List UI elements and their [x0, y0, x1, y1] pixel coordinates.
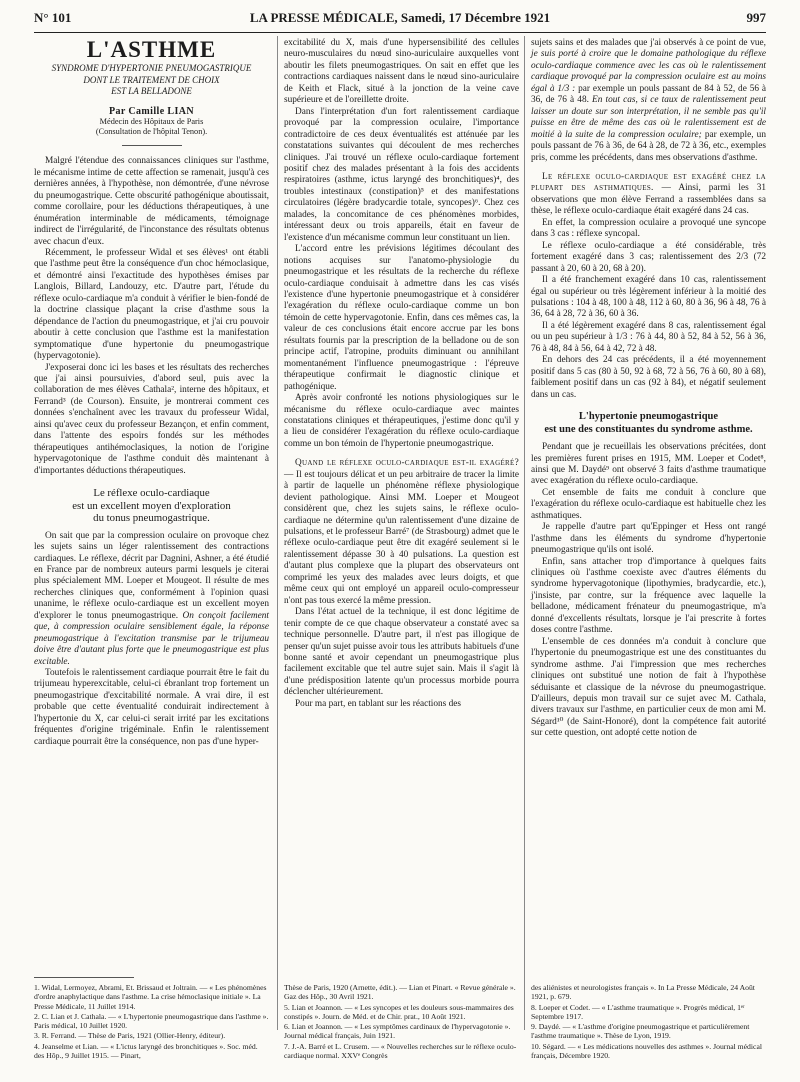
article-subtitle-line: DONT LE TRAITEMENT DE CHOIX — [83, 74, 220, 85]
footnote: 4. Jeanselme et Lian. — « L'ictus laryngé des bronchitiques ». Soc. méd. des Hôp., 9 Juillet 1915. — Pinart, — [34, 1041, 258, 1061]
paragraph: Je rappelle d'autre part qu'Eppinger et Hess ont rangé l'asthme dans les éléments du syndrome d'hypertonie pneumogastrique qu'ils ont isolé. — [531, 522, 766, 556]
paragraph — [284, 458, 519, 607]
page-number: 997 — [746, 10, 766, 25]
footnote: 8. Loeper et Codet. — « L'asthme traumatique ». Progrès médical, 1ᵉʳ Septembre 1917. — [531, 1002, 745, 1021]
column-divider — [277, 36, 278, 1030]
paragraph — [34, 531, 269, 668]
footnote: 7. J.-A. Barré et L. Crusem. — « Nouvelles recherches sur le réflexe oculo-cardiaque normal. XXVᵉ Congrès — [284, 1041, 517, 1061]
journal-title: LA PRESSE MÉDICALE, — [249, 10, 398, 25]
paragraph: Malgré l'étendue des connaissances cliniques sur l'asthme, le mécanisme intime de cette affection se ramenait, jusqu'à ces dernières années, à l'hypothèse, non démontrée, d'une névrose du pneumogastrique. Cette obscurité pathogénique aboutissait, comme corollaire, pour les déductions thérapeutiques, à une énumération interminable de médicaments, témoignage indirect de l'irrégularité, de l'inconstance des résultats obtenus avec chacun d'eux. — [34, 156, 269, 247]
footnotes-col-2 — [284, 983, 519, 1061]
paragraph-text: sujets sains et des malades que j'ai observés à ce point de vue, — [531, 38, 766, 48]
issue-number: N° 101 — [34, 10, 72, 25]
paragraph: Le réflexe oculo-cardiaque a été considérable, très fortement exagéré dans 3 cas; ralentissement des 2/3 (72 passant à 20, 60 à 20, 68 à 20). — [531, 240, 766, 274]
page-header — [34, 10, 766, 30]
footnote: 10. Ségard. — « Les médications nouvelles des asthmes ». Journal médical français, Décembre 1920. — [531, 1041, 763, 1061]
article-author: Par Camille LIAN — [108, 105, 195, 117]
affiliation-rule — [122, 145, 182, 146]
paragraph-text: par exemple, un pouls passant de 76 à 36, de 64 à 28, de 72 à 36, etc., exemples pris, comme les précédents, dans mes observations d'asthme. — [531, 129, 766, 163]
journal-masthead — [34, 10, 766, 26]
article-title: L'ASTHME — [86, 37, 217, 62]
author-affiliation: (Consultation de l'hôpital Tenon). — [95, 127, 208, 137]
paragraph — [531, 38, 766, 164]
paragraph: Il a été franchement exagéré dans 10 cas, ralentissement égal ou supérieur ou très légèrement inférieur à la moitié des pulsations : 104 à 48, 100 à 48, 112 à 60, 80 à 36, 96 à 48, 76 à 36, 64 à 28, 72 à 36, 60 à 36. — [531, 275, 766, 320]
paragraph: En effet, la compression oculaire a provoqué une syncope dans 3 cas : réflexe syncopal. — [531, 217, 766, 240]
section-heading-line: est une des constituantes du syndrome asthme. — [544, 423, 753, 435]
paragraph: Récemment, le professeur Widal et ses élèves¹ ont établi que l'asthme peut être la conséquence d'un choc hémoclasique, et démontré ainsi l'exactitude des hypothèses émises par Langlois, Billard, Landouzy, etc. D'autre part, l'étude du réflexe oculo-cardiaque m'a conduit à vérifier le bien-fondé de la doctrine classique plaçant la crise d'asthme sous la dépendance de l'action du pneumogastrique, et j'ai cru pouvoir aboutir à cette conclusion que l'asthme est la manifestation symptomatique d'une hypertonie du pneumogastrique (hypervagotonie). — [34, 248, 269, 362]
column-1 — [34, 38, 269, 748]
footnote: Thèse de Paris, 1920 (Arnette, édit.). — Lian et Pinart. « Revue générale ». Gaz des Hôp., 30 Avril 1921. — [284, 983, 516, 1002]
paragraph: Pendant que je recueillais les observations précitées, dont les premières furent prises en 1915, MM. Loeper et Codet⁸, ainsi que M. Daydé⁹ ont observé 3 faits d'asthme traumatique avec exagération du réflexe oculo-cardiaque. — [531, 442, 766, 487]
section-heading-line: L'hypertonie pneumogastrique — [578, 411, 719, 423]
footnotes-col-1 — [34, 983, 269, 1061]
run-in-heading: Le réflexe oculo-cardiaque est exagéré chez la plupart des asthmatiques. — [531, 171, 766, 194]
paragraph — [531, 172, 766, 218]
paragraph-italic: En tout cas, si ce taux de ralentissement peut laisser un doute sur son interprétation, il ne semble pas qu'il puisse en être de même des cas où le ralentissement est de moitié à la suite de la compression oculaire; — [531, 95, 766, 140]
footnotes-col-3 — [531, 983, 766, 1061]
paragraph: Toutefois le ralentissement cardiaque pourrait être le fait du trijumeau hyperexcitable, celui-ci ébranlant trop fortement un pneumogastrique d'excitabilité normale. A vrai dire, il est probable que cette éventualité conduirait indirectement à l'hypertonie du X, car celui-ci serait irrité par les excitations fréquentes d'origine trigéminale. Enfin le ralentissement cardiaque pourrait être la conséquence, non pas d'une hyper- — [34, 668, 269, 747]
paragraph: Dans l'état actuel de la technique, il est donc légitime de tenir compte de ce que chaque observateur a constaté avec sa technique personnelle. D'autre part, il n'est pas illogique de penser qu'un sujet puisse avoir tous les attributs habituels d'une bonne santé et avoir cependant un pneumogastrique plus facilement excitable que tel autre sujet sain. Mais il s'agit là d'une prédisposition latente qu'un processus morbide pourra déclencher ultérieurement. — [284, 607, 519, 698]
footnote: 9. Daydé. — « L'asthme d'origine pneumogastrique et particulièrement l'asthme traumatique ». Thèse de Lyon, 1919. — [531, 1022, 750, 1041]
paragraph: Enfin, sans attacher trop d'importance à quelques faits cliniques où l'asthme coexiste avec d'autres éléments du syndrome hypervagotonique (lipothymies, bradycardie, etc.), j'insiste, par contre, sur la fréquence avec laquelle la belladone, médicament frénateur du pneumogastrique, m'a donné d'excellents résultats, lorsque je l'ai prescrite à fortes doses contre l'asthme. — [531, 556, 766, 636]
footnote: 3. R. Ferrand. — Thèse de Paris, 1921 (Ollier-Henry, éditeur). — [34, 1031, 226, 1041]
paragraph: Cet ensemble de faits me conduit à conclure que l'exagération du réflexe oculo-cardiaque est habituelle chez les asthmatiques. — [531, 487, 766, 521]
footnote: 5. Lian et Joannon. — « Les syncopes et les douleurs sous-mammaires des constipés ». Journ. de Méd. et de Chir. prat., 10 Août 1921. — [284, 1002, 514, 1021]
paragraph-italic: On conçoit facilement que, à compression oculaire sensiblement égale, la réponse pneumogastrique à l'excitation transmise par le trijumeau doive être d'autant plus forte que le pneumogastrique est plus excitable. — [34, 610, 270, 667]
paragraph: L'accord entre les prévisions légitimes découlant des notions acquises sur l'anatomo-physiologie du pneumogastrique et les résultats de la recherche du réflexe oculo-cardiaque conduisait à admettre dans les cas visés l'existence d'une hypertonie pneumogastrique et à considérer l'exagération du réflexe oculo-cardiaque comme un bon témoin de cette hypervagotonie. Enfin, dans ces mêmes cas, la valeur de ces conclusions était encore accrue par les bons résultats fournis par la prescription de la belladone ou de son principe actif, l'atropine, produits diminuant ou annihilant momentanément l'influence pneumogastrique : l'épreuve thérapeutique confirmait le diagnostic clinique et pathogénique. — [284, 244, 519, 392]
header-rule — [34, 32, 766, 33]
author-affiliation: Médecin des Hôpitaux de Paris — [99, 117, 204, 127]
paragraph: En dehors des 24 cas précédents, il a été moyennement positif dans 5 cas (80 à 50, 92 à 68, 72 à 56, 76 à 60, 80 à 68), faiblement positif dans un cas (92 à 84), et négatif seulement dans un cas. — [531, 355, 766, 400]
paragraph-text: On sait que par la compression oculaire on provoque chez les sujets sains un léger ralentissement des contractions cardiaques. Le réflexe, décrit par Dagnini, Ashner, a été étudié en France par de nombreux auteurs parmi lesquels je citerai plus spécialement MM. Loeper et Mougeot. Il résulte de mes recherches cliniques que, conformément à l'opinion quasi unanime, le réflexe oculo-cardiaque est un excellent moyen d'explorer le tonus pneumogastrique. — [34, 530, 269, 621]
footnote: 2. C. Lian et J. Cathala. — « L'hypertonie pneumogastrique dans l'asthme ». Paris médical, 10 Juillet 1920. — [34, 1011, 269, 1031]
section-heading-line: est un excellent moyen d'exploration — [72, 499, 231, 512]
paragraph-text: — Ainsi, parmi les 31 observations que mon élève Ferrand a rassemblées dans sa thèse, le réflexe oculo-cardiaque était exagéré dans 24 cas. — [531, 183, 766, 217]
section-heading — [34, 487, 269, 525]
paragraph-text: — Il est toujours délicat et un peu arbitraire de tracer la limite à partir de laquelle un phénomène réflexe physiologique devient pathologique. Ainsi MM. Loeper et Mougeot considèrent que, chez les sujets sains, le réflexe oculo-cardiaque ne détermine qu'un ralentissement d'une dizaine de pulsations, et le professeur Barré⁷ (de Strasbourg) admet que le réflexe oculo-cardiaque peut être dit exagéré seulement si le ralentissement dépasse 30 à 40 pulsations. La question est d'autant plus complexe que la plupart des observateurs ont comprimé les yeux des malades avec leurs doigts, et que même ceux qui ont employé un appareil oculo-compresseur n'ont pas tous exercé la même pression. — [284, 469, 519, 606]
column-divider — [524, 36, 525, 1030]
column-3 — [531, 38, 766, 740]
section-heading-line: du tonus pneumogastrique. — [93, 512, 210, 525]
paragraph: Dans l'interprétation d'un fort ralentissement cardiaque provoqué par la compression oculaire, l'importance contradictoire de ces deux éventualités est atténuée par les constatations suivantes qui découlent de mes recherches cliniques. J'ai trouvé un réflexe oculo-cardiaque fortement positif chez des malades présentant à la fois des accidents respiratoires (asthme, ictus laryngé des bronchitiques)⁴, des troubles intestinaux (constipation)⁵ et des manifestations circulatoires (légère bradycardie totale, syncopes)⁶. Chez ces malades, la concomitance de ces phénomènes morbides, intéressant deux ou trois appareils, était en faveur de l'existence d'un mécanisme commun leur constituant un lien. — [284, 106, 519, 243]
paragraph: Pour ma part, en tablant sur les réactions des — [295, 698, 462, 709]
article-subtitle-line: EST LA BELLADONE — [111, 86, 192, 97]
paragraph-text: par exemple un pouls passant de 84 à 52, de 56 à 36, de 76 à 48. — [531, 83, 766, 106]
paragraph: L'ensemble de ces données m'a conduit à conclure que l'hypertonie du pneumogastrique est une des constituantes du syndrome asthme. J'ai l'impression que mes recherches cliniques ont substitué une notion de fait à l'hypothèse séduisante et classique de la névrose du pneumogastrique. D'ailleurs, depuis mon travail sur ce sujet avec M. Cathala, divers travaux sur l'asthme, en particulier ceux de mon ami M. Ségard¹⁰ (de Saint-Honoré), dont la compétence fait autorité sur cette question, ont adopté cette notion de — [531, 636, 766, 739]
paragraph: Après avoir confronté les notions physiologiques sur le mécanisme du réflexe oculo-cardiaque avec maintes constatations cliniques et thérapeutiques, j'estime donc qu'il y a lieu de considérer l'exagération du réflexe oculo-cardiaque comme un bon témoin de l'hypertonie pneumogastrique. — [284, 393, 519, 449]
issue-date: Samedi, 17 Décembre 1921 — [400, 10, 551, 25]
column-2 — [284, 38, 519, 710]
article-subtitle-line: SYNDROME D'HYPERTONIE PNEUMOGASTRIQUE — [51, 63, 252, 74]
footnote: 6. Lian et Joannon. — « Les symptômes cardinaux de l'hypervagotonie ». Journal médical français, Juin 1921. — [284, 1022, 511, 1041]
paragraph: J'exposerai donc ici les bases et les résultats des recherches que j'ai ainsi poursuivies, d'abord seul, puis avec la collaboration de mes élèves Cathala², interne des hôpitaux, et Ferrand³ (de Courson). Ensuite, je montrerai comment ces données s'enchaînent avec les travaux du professeur Widal, ainsi qu'avec ceux du professeur Bezançon, et enfin comment, dans l'attente des espoirs fondés sur les méthodes thérapeutiques antihémoclasiques, la notion de l'origine hypervagotonique de l'asthme conduit dès maintenant à d'importantes déductions thérapeutiques. — [34, 362, 269, 476]
paragraph: Il a été légèrement exagéré dans 8 cas, ralentissement égal ou un peu supérieur à 1/3 : 76 à 44, 80 à 52, 84 à 52, 56 à 36, 76 à 48, 84 à 56, 64 à 42, 72 à 48. — [531, 320, 766, 354]
run-in-heading: Quand le réflexe oculo-cardiaque est-il exagéré? — [295, 458, 519, 469]
section-heading — [531, 411, 766, 436]
footnote-rule — [34, 977, 134, 978]
paragraph: excitabilité du X, mais d'une hypersensibilité des cellules neuro-musculaires du nœud sino-auriculaire auxquelles vont aboutir les filets pneumogastriques. On sait en effet que les contractions cardiaques naissent dans le nœud sino-auriculaire de Keith et Flack, situé à la jonction de la veine cave supérieure et de l'oreillette droite. — [284, 38, 519, 106]
section-heading-line: Le réflexe oculo-cardiaque — [93, 487, 210, 500]
footnote: des aliénistes et neurologistes français ». In La Presse Médicale, 24 Août 1921, p. 679. — [531, 983, 755, 1002]
paragraph-italic: je suis porté à croire que le domaine pathologique du réflexe oculo-cardiaque commence avec les cas où le ralentissement cardiaque provoqué par la compression oculaire est au moins égal à 1/3 : — [531, 49, 766, 94]
footnote: 1. Widal, Lermoyez, Abrami, Et. Brissaud et Joltrain. — « Les phénomènes d'ordre anaphylactique dans l'asthme. La crise hémoclasique initiale ». La Presse Médicale, 11 Juillet 1914. — [34, 983, 267, 1011]
